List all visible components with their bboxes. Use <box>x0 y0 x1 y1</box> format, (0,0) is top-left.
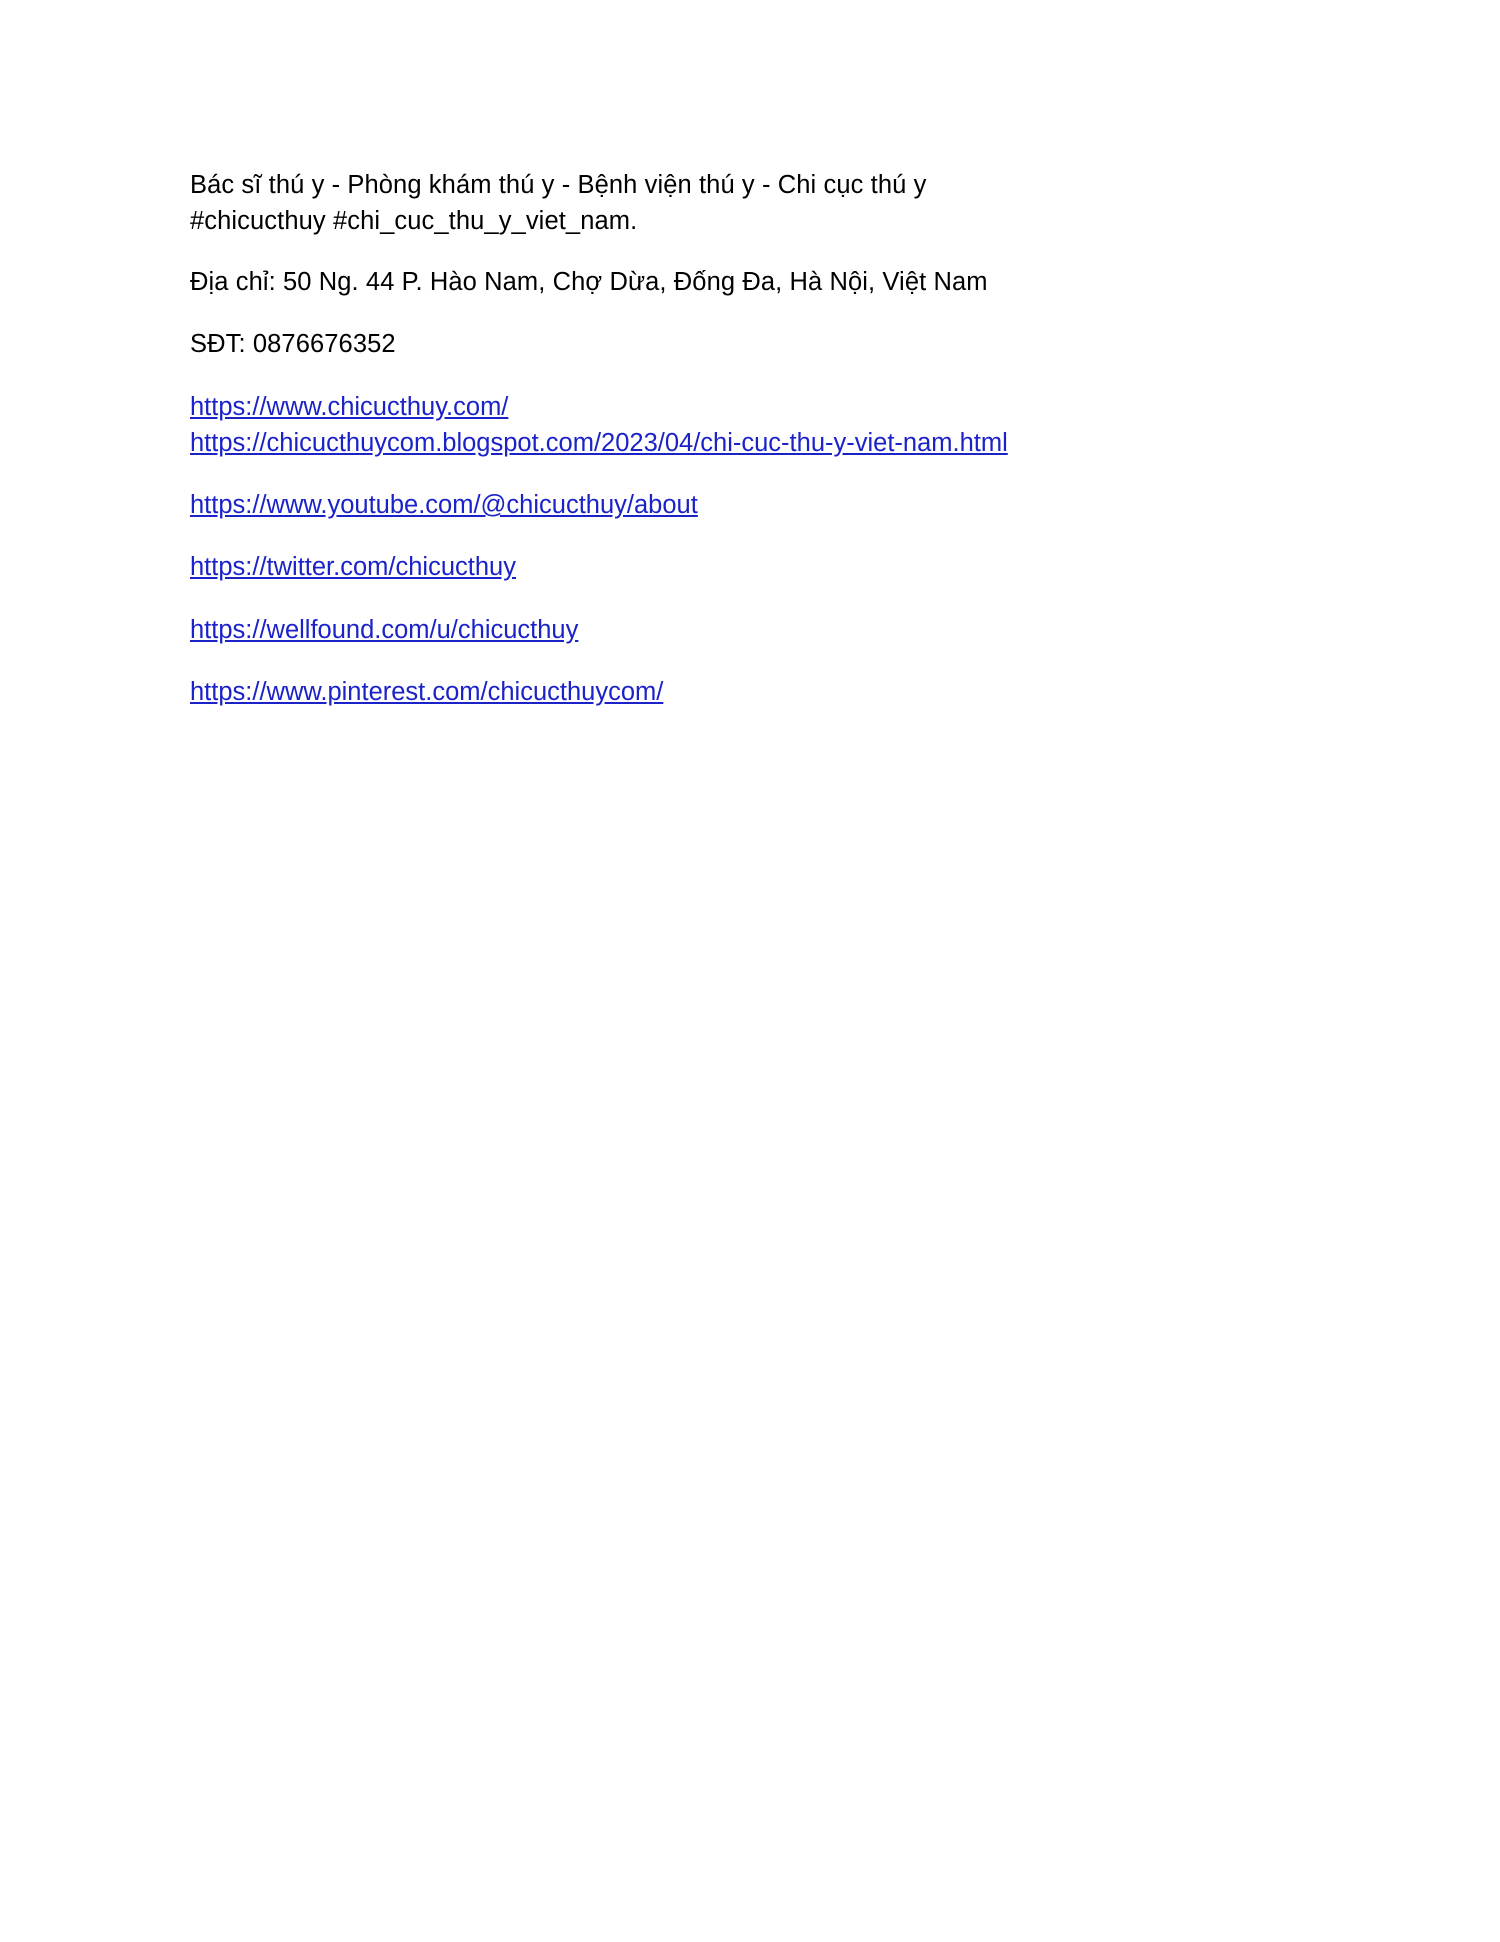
intro-line-2: #chicucthuy #chi_cuc_thu_y_viet_nam. <box>190 206 638 235</box>
intro-paragraph <box>190 168 1250 239</box>
primary-links-paragraph <box>190 389 1250 461</box>
link-youtube[interactable]: https://www.youtube.com/@chicucthuy/about <box>190 491 698 520</box>
phone-paragraph: SĐT: 0876676352 <box>190 330 396 359</box>
link-twitter[interactable]: https://twitter.com/chicucthuy <box>190 553 516 582</box>
youtube-links-paragraph <box>190 487 1250 523</box>
link-wellfound[interactable]: https://wellfound.com/u/chicucthuy <box>190 615 579 644</box>
link-pinterest[interactable]: https://www.pinterest.com/chicucthuycom/ <box>190 677 664 706</box>
wellfound-links-paragraph <box>190 612 1250 648</box>
intro-line-1: Bác sĩ thú y - Phòng khám thú y - Bệnh viện thú y - Chi cục thú y <box>190 171 927 199</box>
address-paragraph: Địa chỉ: 50 Ng. 44 P. Hào Nam, Chợ Dừa, Đống Đa, Hà Nội, Việt Nam <box>190 268 988 297</box>
twitter-links-paragraph <box>190 549 1250 585</box>
link-website[interactable]: https://www.chicucthuy.com/ <box>190 392 509 421</box>
link-blogspot[interactable]: https://chicucthuycom.blogspot.com/2023/04/chi-cuc-thu-y-viet-nam.html <box>190 428 1008 457</box>
pinterest-links-paragraph <box>190 674 1250 710</box>
document-content <box>190 168 1250 736</box>
